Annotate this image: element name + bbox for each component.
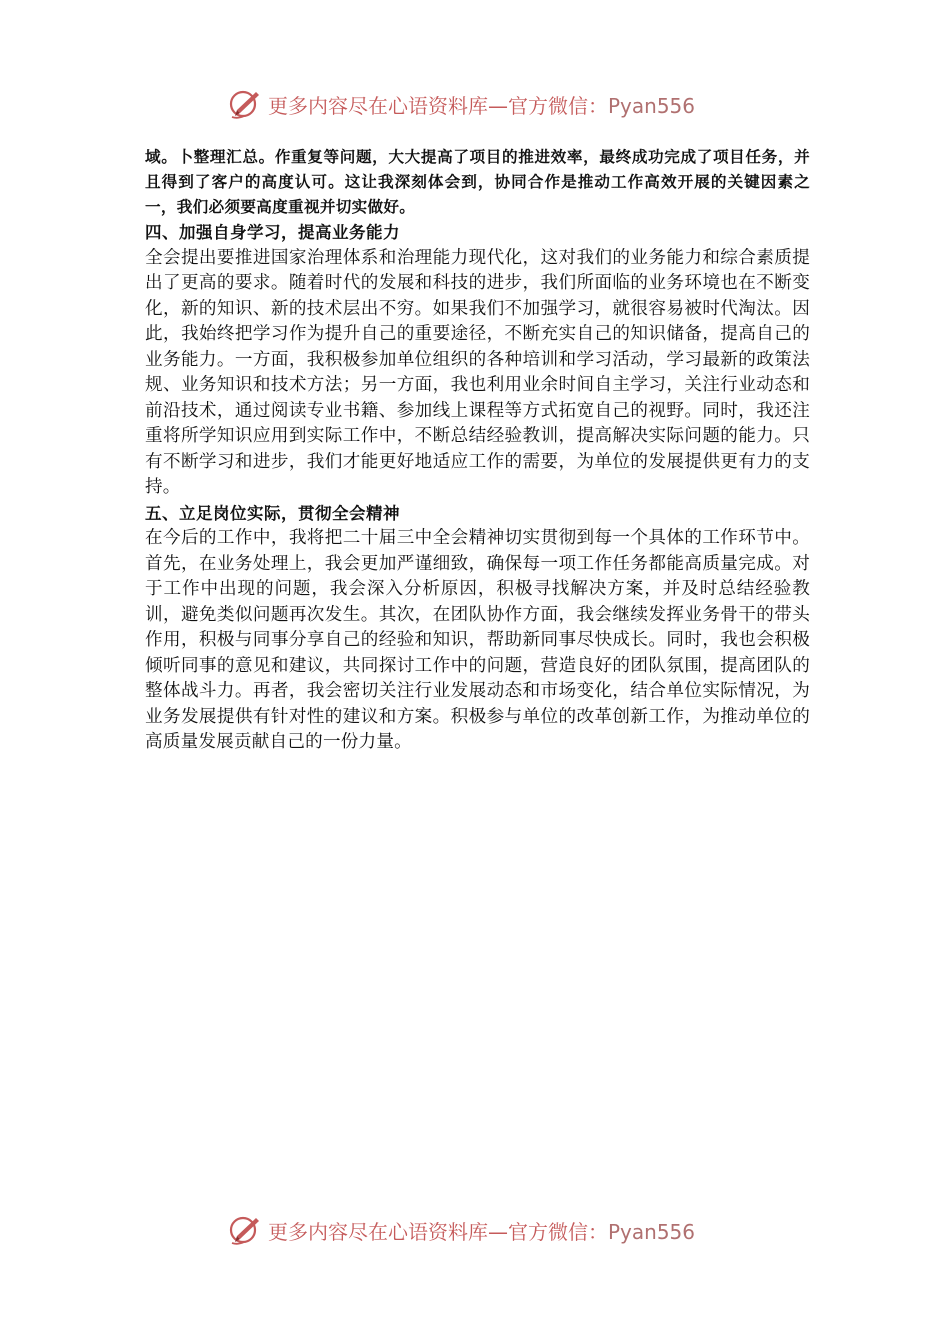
section-5-heading: 五、立足岗位实际，贯彻全会精神 [145,503,400,523]
quill-pen-logo-icon [228,1212,264,1248]
section-4-heading: 四、加强自身学习，提高业务能力 [145,223,400,242]
header-watermark-banner [228,84,695,124]
banner-text: 更多内容尽在心语资料库—官方微信：Pyan556 [268,1219,696,1244]
wechat-id: Pyan556 [608,1219,696,1244]
section-5-paragraph: 在今后的工作中，我将把二十届三中全会精神切实贯彻到每一个具体的工作环节中。首先，在业务处理上，我会更加严谨细致，确保每一项工作任务都能高质量完成。对于工作中出现的问题，我会深入分析原因，积极寻找解决方案，并及时总结经验教训，避免类似问题再次发生。其次，在团队协作方面，我会继续发挥业务骨干的带头作用，积极与同事分享自己的经验和知识，帮助新同事尽快成长。同时，我也会积极倾听同事的意见和建议，共同探讨工作中的问题，营造良好的团队氛围，提高团队的整体战斗力。再者，我会密切关注行业发展动态和市场变化，结合单位实际情况，为业务发展提供有针对性的建议和方案。积极参与单位的改革创新工作，为推动单位的高质量发展贡献自己的一份力量。 [145,528,810,752]
section-4-paragraph: 全会提出要推进国家治理体系和治理能力现代化，这对我们的业务能力和综合素质提出了更高的要求。随着时代的发展和科技的进步，我们所面临的业务环境也在不断变化，新的知识、新的技术层出不穷。如果我们不加强学习，就很容易被时代淘汰。因此，我始终把学习作为提升自己的重要途径，不断充实自己的知识储备，提高自己的业务能力。一方面，我积极参加单位组织的各种培训和学习活动，学习最新的政策法规、业务知识和技术方法；另一方面，我也利用业余时间自主学习，关注行业动态和前沿技术，通过阅读专业书籍、参加线上课程等方式拓宽自己的视野。同时，我还注重将所学知识应用到实际工作中，不断总结经验教训，提高解决实际问题的能力。只有不断学习和进步，我们才能更好地适应工作的需要，为单位的发展提供更有力的支持。 [145,247,810,497]
footer-watermark-banner [228,1210,695,1250]
intro-paragraph: 域。卜整理汇总。作重复等问题，大大提高了项目的推进效率，最终成功完成了项目任务，并且得到了客户的高度认可。这让我深刻体会到，协同合作是推动工作高效开展的关键因素之一，我们必须要高度重视并切实做好。 [145,148,810,216]
quill-pen-logo-icon [228,86,264,122]
wechat-id: Pyan556 [608,93,696,118]
document-body [145,145,810,756]
banner-text: 更多内容尽在心语资料库—官方微信：Pyan556 [268,93,696,118]
